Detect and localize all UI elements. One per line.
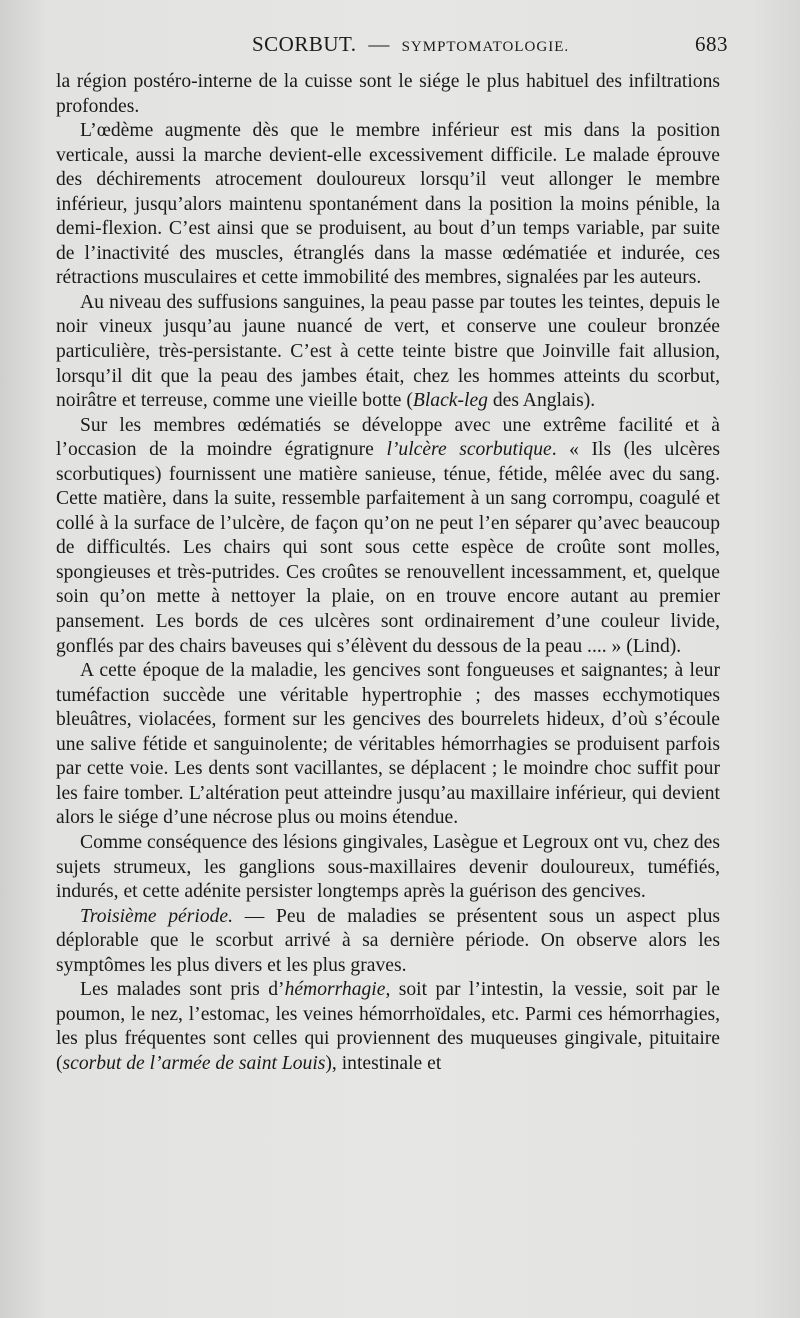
- header-title: SCORBUT.: [252, 32, 357, 56]
- body-text: [56, 70, 720, 1076]
- text-run: Au niveau des suffusions sanguines, la peau passe par toutes les teintes, depuis le noir vineux jusqu’au jaune nuancé de vert, et conserve une couleur bronzée particulière, très-persistante. C’est à cette teinte bistre que Joinville fait allusion, lorsqu’il dit que la peau des jambes était, chez les hommes atteints du scorbut, noirâtre et terreuse, comme une vieille botte (: [56, 291, 720, 412]
- italic-text: Black-leg: [412, 390, 488, 412]
- text-run: A cette époque de la maladie, les gencives sont fongueuses et saignantes; à leur tuméfaction succède une véritable hypertrophie ; des masses ecchymotiques bleuâtres, violacées, forment sur les gencives des bourrelets hideux, d’où s’écoule une salive fétide et sanguinolente; de véritables hémorrhagies se produisent parfois par cette voie. Les dents sont vacillantes, se déplacent ; le moindre choc suffit pour les faire tomber. L’altération peut atteindre jusqu’au maxillaire inférieur, qui devient alors le siége d’une nécrose plus ou moins étendue.: [56, 660, 720, 829]
- running-title: [252, 32, 569, 57]
- text-run: Les malades sont pris d’: [80, 979, 285, 1001]
- italic-text: Troisième période.: [80, 905, 234, 927]
- text-run: ), intestinale et: [325, 1052, 442, 1074]
- paragraph: [56, 414, 720, 659]
- page-number: 683: [695, 32, 728, 56]
- paragraph: [56, 70, 720, 119]
- text-run: la région postéro-interne de la cuisse sont le siége le plus habituel des infiltrations profondes.: [56, 71, 720, 117]
- text-run: Sur les membres œdématiés se développe avec une extrême facilité et à l’occasion de la moindre égratignure: [56, 414, 720, 461]
- text-run: , soit par l’intestin, la vessie, soit par le poumon, le nez, l’estomac, les veines hémorrhoïdales, etc. Parmi ces hémorrhagies, les plus fréquentes sont celles qui proviennent des muqueuses gingivale, pituitaire (: [56, 979, 720, 1074]
- paragraph: [56, 831, 720, 905]
- text-run: — Peu de maladies se présentent sous un aspect plus déplorable que le scorbut arrivé à sa dernière période. On observe alors les symptômes les plus divers et les plus graves.: [56, 905, 720, 976]
- text-run: des Anglais).: [487, 390, 596, 412]
- paragraph: [56, 978, 720, 1076]
- header-subtitle: SYMPTOMATOLOGIE.: [401, 39, 570, 55]
- paragraph: [56, 291, 720, 414]
- italic-text: hémorrhagie: [284, 979, 386, 1001]
- italic-text: l’ulcère scorbutique: [386, 439, 552, 461]
- text-run: Comme conséquence des lésions gingivales, Lasègue et Legroux ont vu, chez des sujets strumeux, les ganglions sous-maxillaires devenir douloureux, tuméfiés, indurés, et cette adénite persister longtemps après la guérison des gencives.: [56, 831, 720, 903]
- paragraph: [56, 905, 720, 979]
- text-run: L’œdème augmente dès que le membre inférieur est mis dans la position verticale, aussi la marche devient-elle excessivement difficile. Le malade éprouve des déchirements atrocement douloureux lorsqu’il veut allonger le membre inférieur, jusqu’alors maintenu spontanément dans la position la moins pénible, la demi-flexion. C’est ainsi que se produisent, au bout d’un temps variable, par suite de l’inactivité des muscles, étranglés dans la masse œdématiée et indurée, ces rétractions musculaires et cette immobilité des membres, signalées par les auteurs.: [56, 120, 720, 289]
- paragraph: [56, 119, 720, 291]
- header-dash: —: [368, 32, 390, 56]
- text-run: . « Ils (les ulcères scorbutiques) fournissent une matière sanieuse, ténue, fétide, mêlée avec du sang. Cette matière, dans la suite, ressemble parfaitement à un sang corrompu, coagulé et collé à la surface de l’ulcère, de façon qu’on ne peut l’en séparer qu’avec beaucoup de difficultés. Les chairs qui sont sous cette espèce de croûte sont molles, spongieuses et très-putrides. Ces croûtes se renouvellent incessamment, et, quelque soin qu’on mette à nettoyer la plaie, on en trouve encore autant au premier pansement. Les bords de ces ulcères sont ordinairement d’une couleur livide, gonflés par des chairs baveuses qui s’élèvent du dessous de la peau .... » (Lind).: [56, 439, 720, 657]
- italic-text: scorbut de l’armée de saint Louis: [62, 1052, 326, 1074]
- paragraph: [56, 659, 720, 831]
- running-header: [56, 32, 728, 60]
